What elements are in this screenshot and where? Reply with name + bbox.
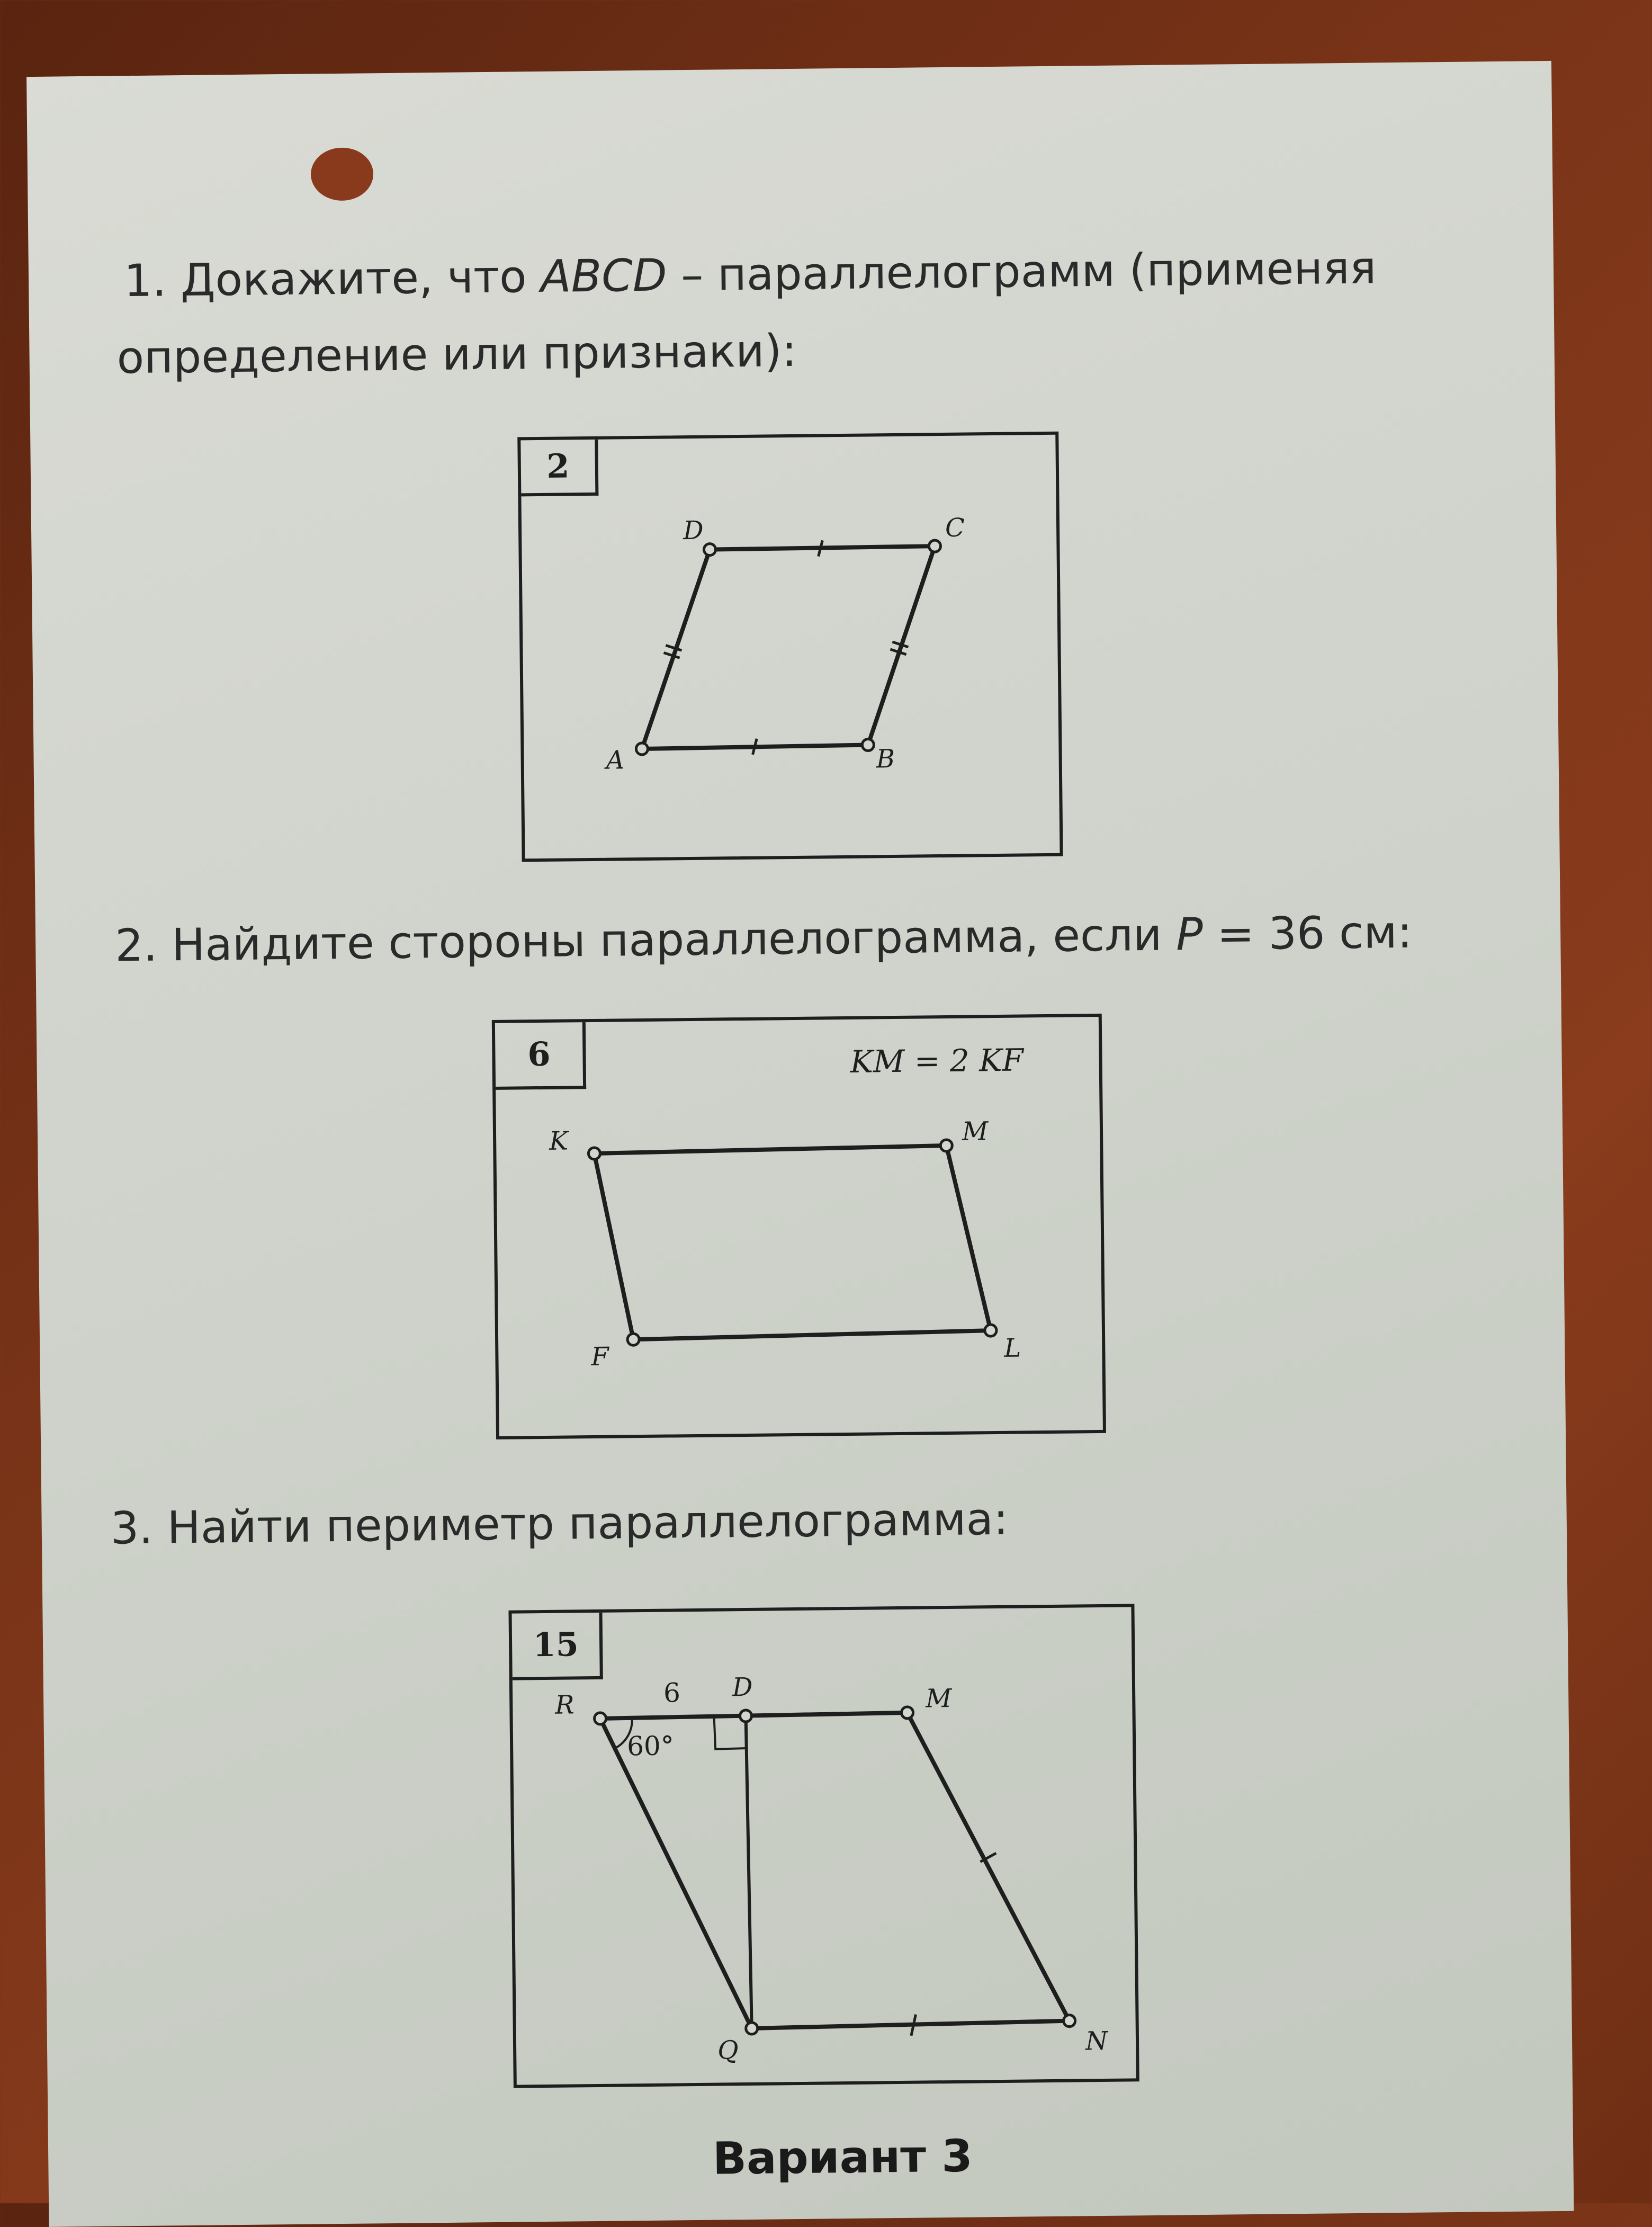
paper-sheet: [26, 61, 1574, 2227]
figure-6: [492, 1014, 1106, 1439]
label-c: C: [945, 513, 965, 543]
vertex-d: [704, 544, 715, 556]
label-n: N: [1085, 2026, 1108, 2056]
label-r: R: [555, 1690, 574, 1720]
abcd-drawing: [520, 435, 1060, 859]
label-f: F: [591, 1341, 609, 1372]
task1-line2: определение или признаки):: [116, 324, 797, 384]
label-m: M: [925, 1683, 952, 1714]
parallelogram-kmlf: [594, 1145, 991, 1340]
vertex-l: [985, 1325, 996, 1336]
segment-rd-length: 6: [663, 1677, 681, 1709]
vertex-k: [588, 1148, 600, 1159]
task3-text: 3. Найти периметр параллелограмма:: [110, 1492, 1009, 1554]
vertex-m: [901, 1707, 913, 1719]
angle-r-value: 60°: [626, 1730, 675, 1762]
figure-number: 2: [520, 440, 598, 497]
vertex-f: [627, 1334, 639, 1345]
vertex-m: [940, 1140, 952, 1151]
punch-hole: [311, 147, 374, 201]
task1-line1: 1. Докажите, что ABCD – параллелограмм (применяя: [123, 242, 1377, 307]
vertex-d: [740, 1710, 751, 1722]
label-l: L: [1004, 1333, 1021, 1363]
label-q: Q: [717, 2035, 739, 2065]
rmnq-drawing: [512, 1607, 1136, 2085]
figure-number: 15: [512, 1613, 603, 1680]
task2-text: 2. Найдите стороны параллелограмма, если P = 36 см:: [114, 906, 1413, 972]
kmlf-drawing: [495, 1017, 1103, 1436]
label-d: D: [683, 515, 704, 546]
label-a: A: [606, 745, 625, 775]
parallelogram-abcd: [640, 546, 937, 749]
vertex-a: [636, 743, 648, 755]
figure-2: [517, 432, 1063, 862]
figure-15: [508, 1604, 1139, 2088]
vertex-b: [862, 739, 874, 750]
condition: KM = 2 KF: [850, 1042, 1024, 1080]
vertex-r: [594, 1713, 606, 1724]
figure-number: 6: [495, 1022, 586, 1090]
height-dq: [746, 1716, 752, 2028]
label-d: D: [732, 1672, 753, 1703]
label-b: B: [876, 744, 895, 774]
label-m: M: [962, 1116, 989, 1147]
variant-title: Вариант 3: [712, 2130, 973, 2185]
vertex-n: [1064, 2015, 1075, 2027]
label-k: K: [549, 1126, 569, 1156]
vertex-c: [929, 540, 940, 552]
vertex-q: [746, 2023, 758, 2034]
